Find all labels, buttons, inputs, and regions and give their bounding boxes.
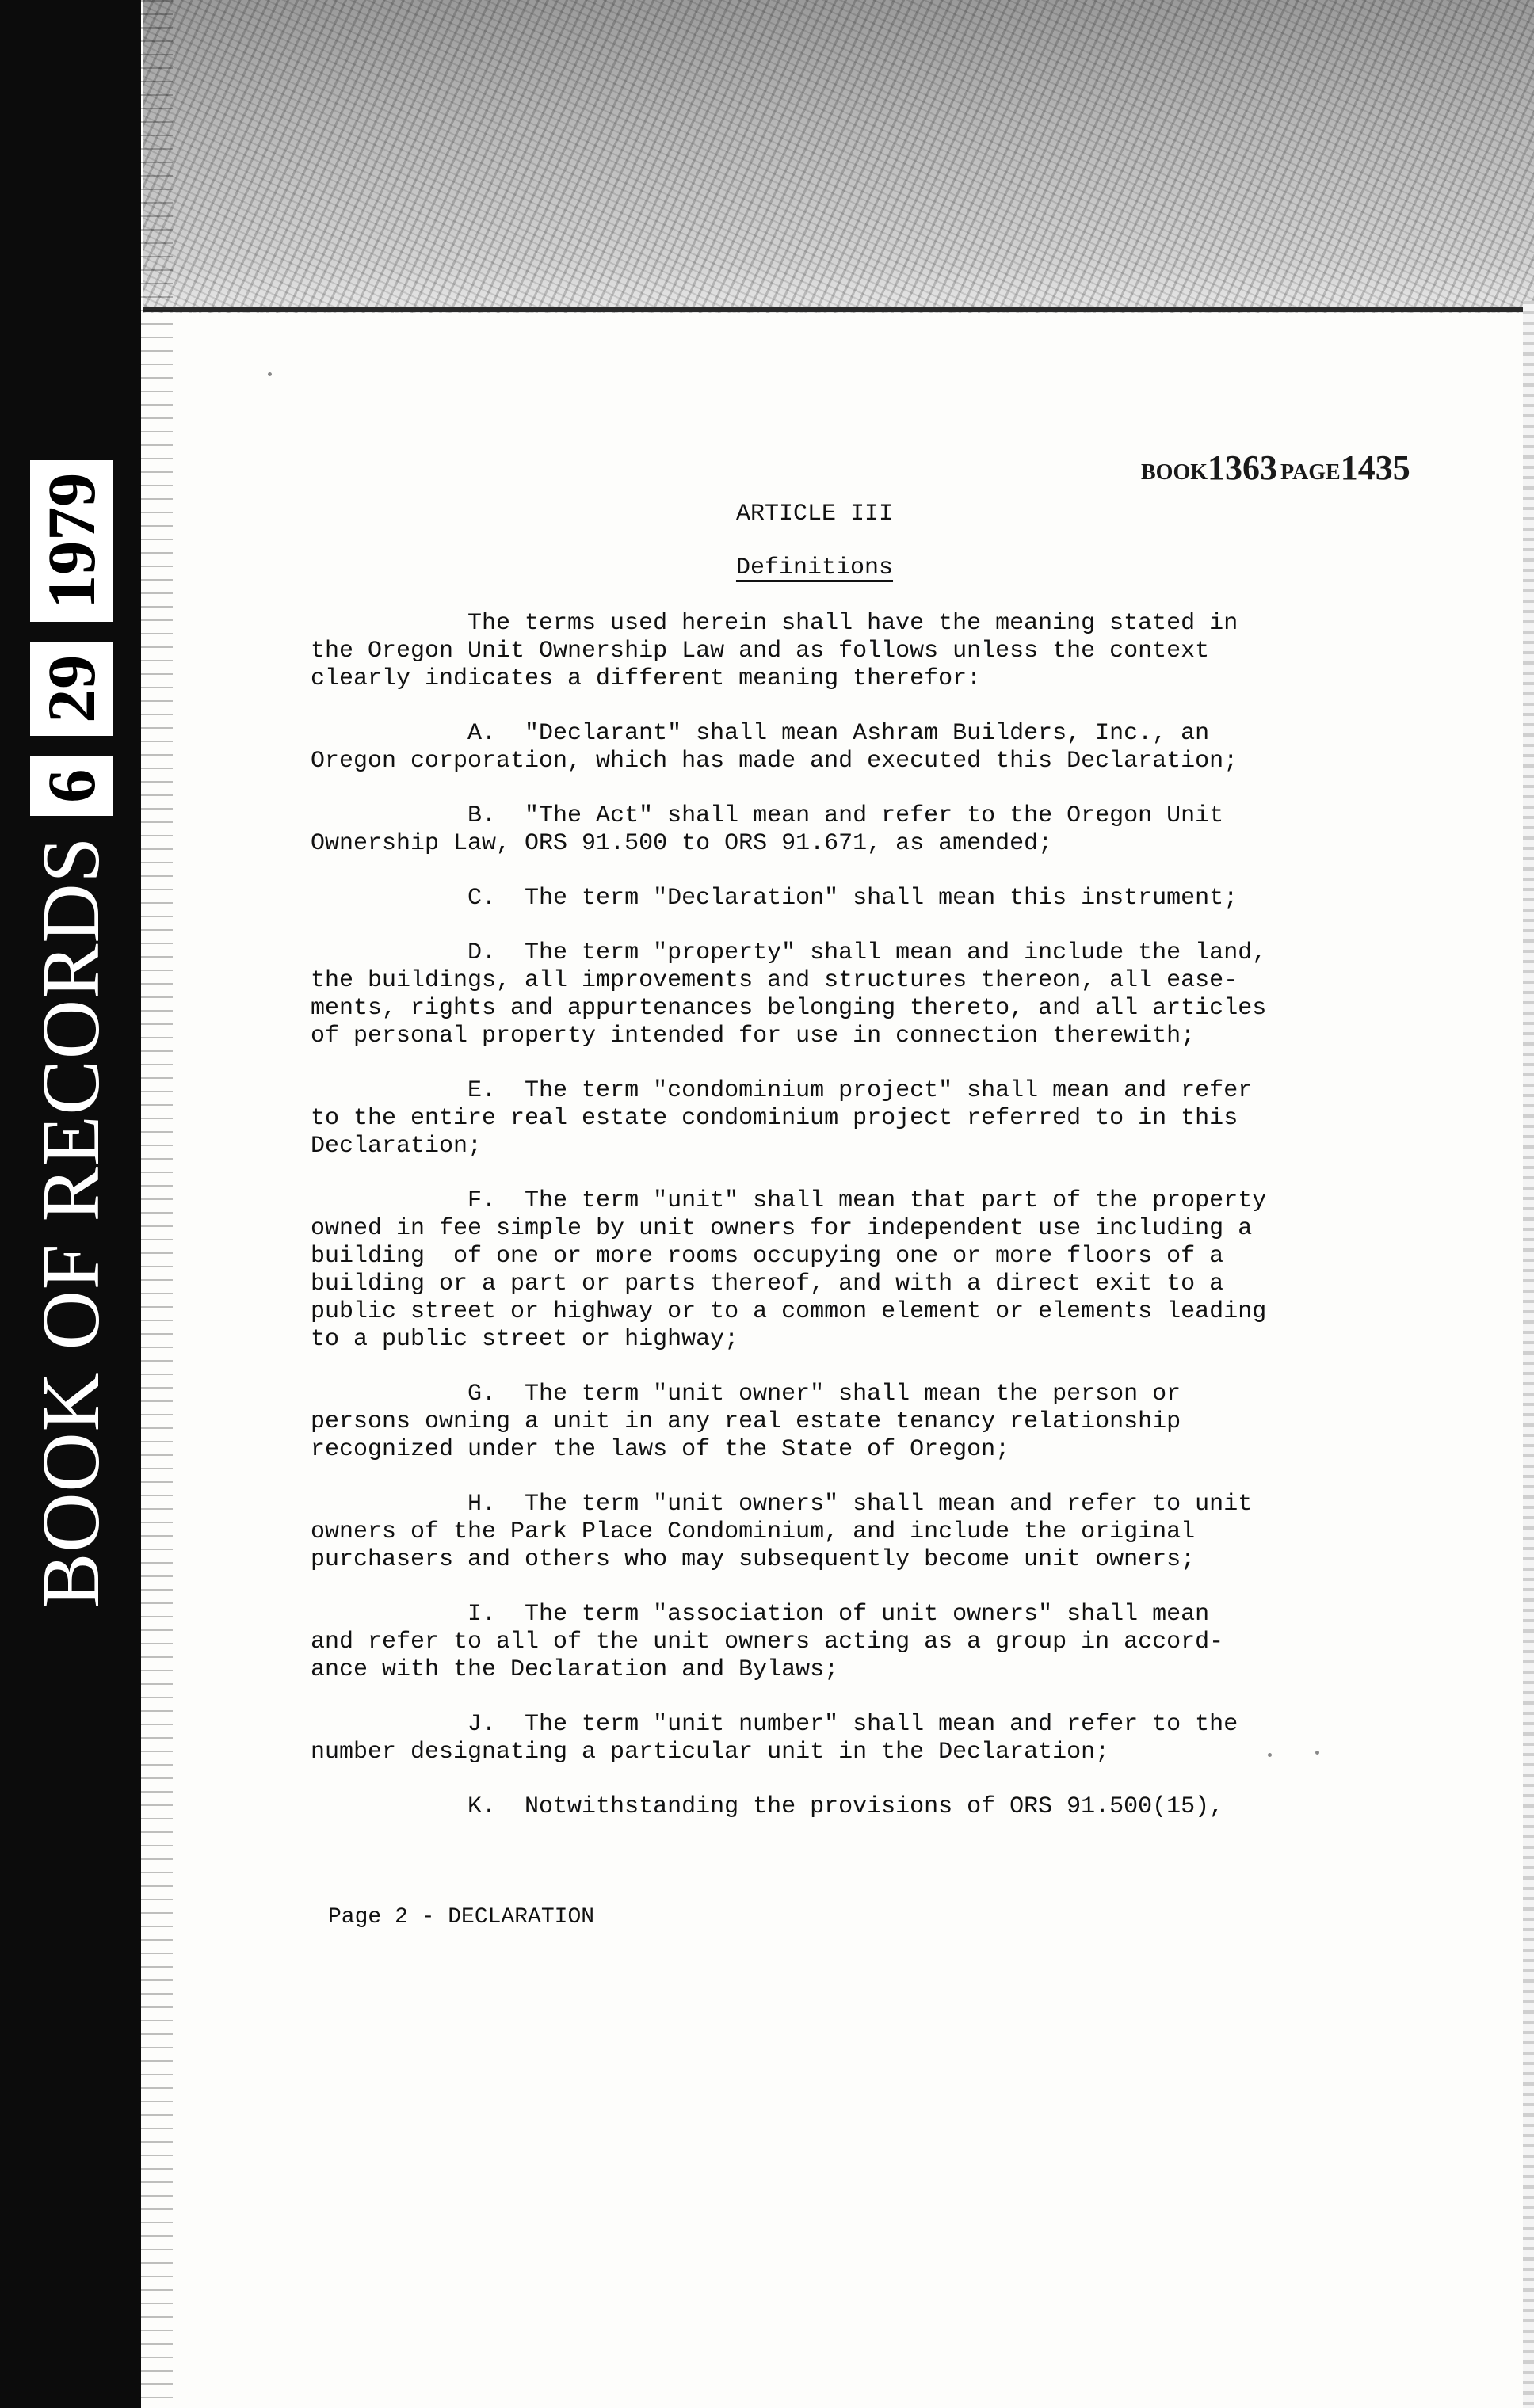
definition-paragraph	[311, 720, 1388, 775]
definition-paragraph	[311, 1491, 1388, 1574]
text-line: Declaration;	[311, 1133, 483, 1160]
definition-paragraph	[311, 1793, 1388, 1821]
text-line: A. "Declarant" shall mean Ashram Builders, Inc., an	[311, 720, 1210, 747]
text-line: owners of the Park Place Condominium, and include the original	[311, 1518, 1196, 1545]
text-line: and refer to all of the unit owners acting as a group in accord-	[311, 1629, 1224, 1656]
definition-paragraph	[311, 1381, 1388, 1464]
text-line: B. "The Act" shall mean and refer to the Oregon Unit	[311, 802, 1224, 829]
page-label: PAGE	[1280, 460, 1341, 485]
definitions-text	[311, 610, 1388, 1848]
text-line: ments, rights and appurtenances belonging thereto, and all articles	[311, 995, 1267, 1022]
text-line: the Oregon Unit Ownership Law and as follows unless the context	[311, 638, 1210, 665]
book-number: 1363	[1208, 448, 1278, 487]
page-number: 1435	[1340, 448, 1410, 487]
text-line: H. The term "unit owners" shall mean and refer to unit	[311, 1491, 1253, 1518]
text-line: C. The term "Declaration" shall mean this instrument;	[311, 885, 1238, 912]
text-line: building or a part or parts thereof, and with a direct exit to a	[311, 1271, 1224, 1297]
text-line: building of one or more rooms occupying one or more floors of a	[311, 1243, 1224, 1270]
text-line: number designating a particular unit in the Declaration;	[311, 1739, 1110, 1766]
definition-paragraph	[311, 1711, 1388, 1766]
text-line: recognized under the laws of the State of Oregon;	[311, 1436, 1010, 1463]
definition-paragraph	[311, 939, 1388, 1050]
text-line: Ownership Law, ORS 91.500 to ORS 91.671, as amended;	[311, 830, 1053, 857]
section-heading: Definitions	[735, 554, 894, 581]
text-line: I. The term "association of unit owners" shall mean	[311, 1601, 1210, 1628]
page-footer: Page 2 - DECLARATION	[328, 1905, 595, 1930]
book-label: BOOK	[1141, 460, 1208, 485]
record-year: 1979	[30, 460, 113, 622]
text-line: E. The term "condominium project" shall mean and refer	[311, 1077, 1253, 1104]
text-line: The terms used herein shall have the meaning stated in	[311, 610, 1238, 637]
definition-paragraph	[311, 1077, 1388, 1160]
text-line: D. The term "property" shall mean and include the land,	[311, 939, 1267, 966]
book-of-records-label: BOOK OF RECORDS	[25, 836, 116, 1608]
definition-paragraph	[311, 885, 1388, 913]
definition-paragraph	[311, 802, 1388, 858]
text-line: K. Notwithstanding the provisions of ORS 91.500(15),	[311, 1793, 1224, 1820]
scan-speck	[1315, 1751, 1319, 1755]
text-line: Oregon corporation, which has made and executed this Declaration;	[311, 748, 1238, 775]
definition-paragraph	[311, 1601, 1388, 1684]
text-line: public street or highway or to a common element or elements leading	[311, 1298, 1267, 1325]
text-line: owned in fee simple by unit owners for independent use including a	[311, 1215, 1253, 1242]
book-page-stamp	[1141, 448, 1410, 488]
text-line: the buildings, all improvements and structures thereon, all ease-	[311, 967, 1238, 994]
text-line: G. The term "unit owner" shall mean the person or	[311, 1381, 1181, 1408]
text-line: ance with the Declaration and Bylaws;	[311, 1656, 839, 1683]
text-line: to the entire real estate condominium project referred to in this	[311, 1105, 1238, 1132]
text-line: of personal property intended for use in connection therewith;	[311, 1023, 1196, 1050]
record-day: 29	[30, 642, 113, 736]
text-line: persons owning a unit in any real estate tenancy relationship	[311, 1408, 1181, 1435]
definition-paragraph	[311, 1187, 1388, 1354]
text-line: J. The term "unit number" shall mean and refer to the	[311, 1711, 1238, 1738]
text-line: F. The term "unit" shall mean that part of the property	[311, 1187, 1267, 1214]
record-month: 6	[30, 756, 113, 816]
definition-paragraph	[311, 610, 1388, 693]
text-line: purchasers and others who may subsequently become unit owners;	[311, 1546, 1196, 1573]
article-title: ARTICLE III	[735, 501, 894, 528]
text-line: to a public street or highway;	[311, 1326, 739, 1353]
scan-speck	[268, 372, 272, 376]
scan-speck	[1268, 1753, 1272, 1757]
text-line: clearly indicates a different meaning therefor:	[311, 665, 982, 692]
